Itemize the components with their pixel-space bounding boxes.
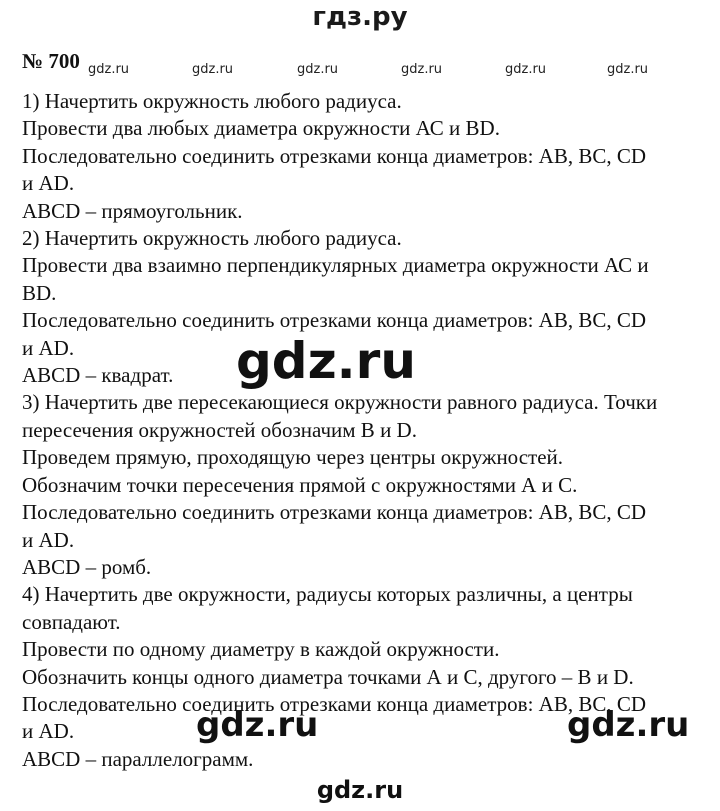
watermark-small: gdz.ru: [192, 62, 234, 77]
text-line: Обозначим точки пересечения прямой с окружностями А и С.: [22, 472, 578, 497]
text-line: Обозначить концы одного диаметра точками А и С, другого – В и D.: [22, 664, 634, 689]
task-number: № 700: [22, 49, 80, 73]
watermark-bottom-left: gdz.ru: [196, 705, 319, 745]
text-line: ABCD – параллелограмм.: [22, 746, 254, 771]
text-line: ABCD – ромб.: [22, 554, 152, 579]
text-line: Последовательно соединить отрезками конца диаметров: АВ, ВС, CD: [22, 500, 647, 525]
watermark-small: gdz.ru: [297, 62, 339, 77]
text-line: BD.: [22, 280, 57, 305]
text-line: пересечения окружностей обозначим В и D.: [22, 417, 417, 442]
text-line: и AD.: [22, 719, 75, 744]
watermark-small: gdz.ru: [607, 62, 649, 77]
text-line: ABCD – прямоугольник.: [22, 198, 243, 223]
watermark-footer: gdz.ru: [316, 776, 404, 804]
text-line: Последовательно соединить отрезками конца диаметров: АВ, ВС, CD: [22, 691, 647, 716]
solution-text: [22, 88, 702, 773]
text-line: 1) Начертить окружность любого радиуса.: [22, 89, 402, 113]
watermark-small: gdz.ru: [88, 62, 130, 77]
text-line: совпадают.: [22, 609, 121, 634]
site-header: гдз.ру: [312, 2, 408, 32]
text-line: и AD.: [22, 335, 75, 360]
watermark-small: gdz.ru: [401, 62, 443, 77]
watermark-bottom-right: gdz.ru: [567, 705, 690, 745]
watermark-small: gdz.ru: [505, 62, 547, 77]
text-line: и AD.: [22, 527, 75, 552]
text-line: Последовательно соединить отрезками конца диаметров: АВ, ВС, CD: [22, 143, 647, 168]
text-line: Последовательно соединить отрезками конца диаметров: АВ, ВС, CD: [22, 308, 647, 333]
text-line: и AD.: [22, 171, 75, 196]
text-line: Провести по одному диаметру в каждой окружности.: [22, 637, 500, 662]
watermark-center: gdz.ru: [236, 332, 416, 390]
text-line: Провести два любых диаметра окружности АС и BD.: [22, 116, 500, 141]
text-line: Проведем прямую, проходящую через центры окружностей.: [22, 445, 564, 470]
text-line: Провести два взаимно перпендикулярных диаметра окружности АС и: [22, 253, 649, 278]
text-line: 3) Начертить две пересекающиеся окружности равного радиуса. Точки: [22, 390, 658, 415]
text-line: 4) Начертить две окружности, радиусы которых различны, а центры: [22, 582, 633, 607]
text-line: 2) Начертить окружность любого радиуса.: [22, 226, 402, 251]
text-line: ABCD – квадрат.: [22, 363, 174, 388]
